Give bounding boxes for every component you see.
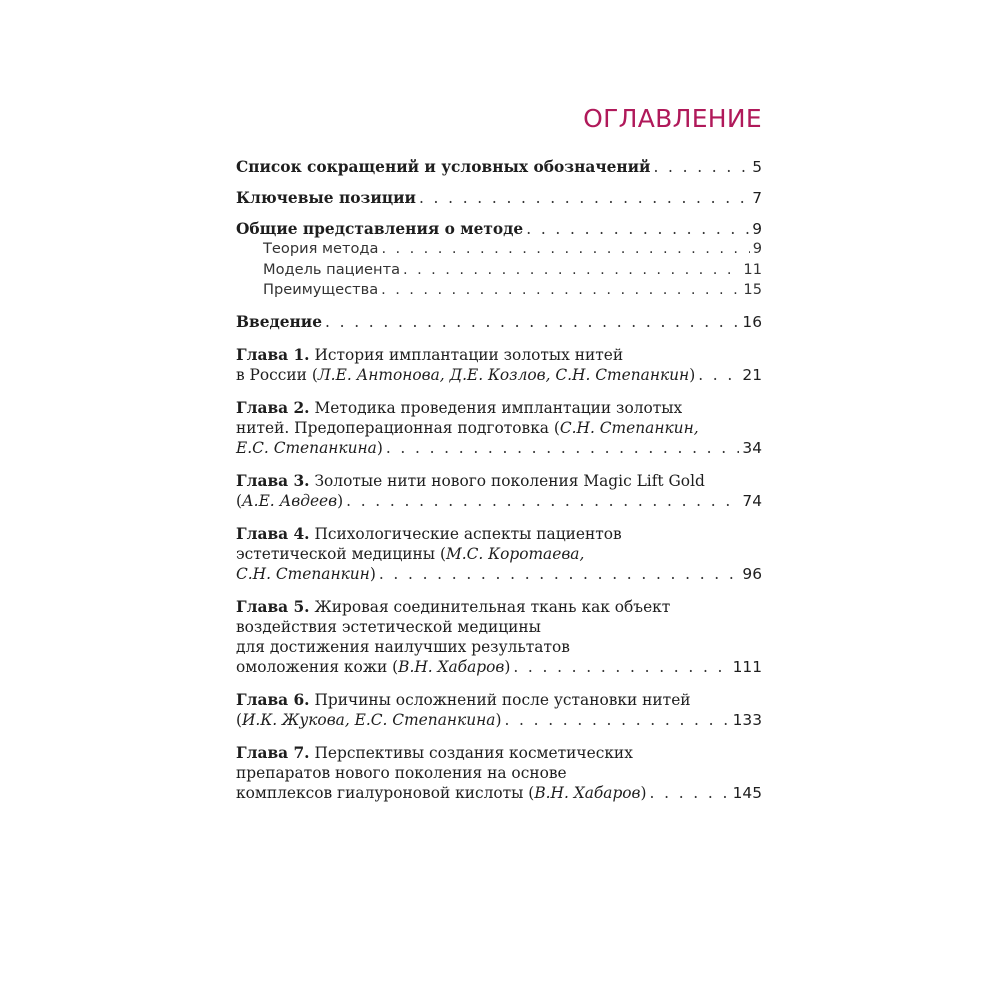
page-number: 145: [732, 783, 762, 802]
chapter-title: препаратов нового поколения на основе: [236, 763, 567, 782]
chapter-title: воздействия эстетической медицины: [236, 617, 541, 636]
chapter-authors: В.Н. Хабаров: [534, 783, 641, 802]
chapter-close-paren: ): [376, 438, 383, 457]
chapter-authors: Л.Е. Антонова, Д.Е. Козлов, С.Н. Степанкин: [317, 365, 690, 384]
chapter-title: История имплантации золотых нитей: [309, 345, 624, 364]
chapter-close-paren: ): [504, 657, 511, 676]
toc-subentry: [236, 280, 762, 301]
toc-subentry: [236, 260, 762, 281]
page-number: 16: [742, 312, 762, 331]
chapter-title: в России (: [236, 365, 318, 384]
toc-subentry-label: Теория метода: [263, 240, 379, 257]
page-number: 74: [742, 491, 762, 510]
toc-subentry-label: Преимущества: [263, 281, 379, 298]
dot-leader: [513, 657, 729, 677]
chapter-prefix: Глава 4.: [236, 524, 310, 543]
chapter-authors: Е.С. Степанкина: [236, 438, 377, 457]
chapter-authors: С.Н. Степанкин: [236, 564, 370, 583]
table-of-contents: [236, 104, 762, 803]
dot-leader: [325, 312, 739, 332]
page-number: 96: [742, 564, 762, 583]
chapter-title: нитей. Предоперационная подготовка (: [236, 418, 560, 437]
chapter-title: Причины осложнений после установки нитей: [309, 690, 691, 709]
chapter-prefix: Глава 3.: [236, 471, 310, 490]
dot-leader: [650, 783, 730, 803]
toc-chapter-6: [236, 690, 762, 730]
chapter-title: Жировая соединительная ткань как объект: [309, 597, 671, 616]
chapter-close-paren: ): [640, 783, 647, 802]
chapter-title: (: [236, 710, 243, 729]
toc-chapter-1: [236, 345, 762, 385]
chapter-authors: С.Н. Степанкин,: [559, 418, 699, 437]
page-number: 133: [732, 710, 762, 729]
toc-entry-label: Ключевые позиции: [236, 189, 416, 207]
toc-chapter-5: [236, 597, 762, 677]
toc-chapter-7: [236, 743, 762, 803]
chapter-close-paren: ): [369, 564, 376, 583]
toc-entry-label: Введение: [236, 312, 323, 331]
chapter-title: Золотые нити нового поколения Magic Lift Gold: [309, 471, 705, 490]
toc-entry-label: Общие представления о методе: [236, 220, 524, 238]
chapter-close-paren: ): [689, 365, 696, 384]
page-number: 11: [743, 260, 762, 278]
dot-leader: [403, 260, 740, 281]
page-number: 9: [752, 220, 762, 238]
chapter-title: омоложения кожи (: [236, 657, 399, 676]
page-number: 34: [742, 438, 762, 457]
dot-leader: [346, 491, 739, 511]
chapter-close-paren: ): [495, 710, 502, 729]
chapter-authors: В.Н. Хабаров: [398, 657, 505, 676]
page-title: ОГЛАВЛЕНИЕ: [583, 104, 762, 133]
toc-entry-key-positions: [236, 188, 762, 208]
dot-leader: [379, 564, 740, 584]
chapter-prefix: Глава 2.: [236, 398, 310, 417]
dot-leader: [381, 280, 740, 301]
chapter-title: (: [236, 491, 243, 510]
dot-leader: [526, 219, 749, 239]
toc-entry-label: Список сокращений и условных обозначений: [236, 158, 651, 176]
toc-entry-abbreviations: [236, 157, 762, 177]
page-number: 7: [752, 189, 762, 207]
toc-chapter-4: [236, 524, 762, 584]
dot-leader: [419, 188, 749, 208]
chapter-title: эстетической медицины (: [236, 544, 446, 563]
chapter-prefix: Глава 6.: [236, 690, 310, 709]
toc-chapter-3: [236, 471, 762, 511]
page-number: 9: [752, 240, 762, 257]
chapter-title: Перспективы создания косметических: [309, 743, 633, 762]
page-number: 111: [732, 657, 762, 676]
chapter-prefix: Глава 5.: [236, 597, 310, 616]
chapter-prefix: Глава 7.: [236, 743, 310, 762]
page-number: 15: [743, 281, 762, 298]
toc-subentry-label: Модель пациента: [263, 260, 401, 278]
toc-entry-introduction: [236, 312, 762, 332]
dot-leader: [698, 365, 739, 385]
toc-entry-general-concepts: [236, 219, 762, 301]
chapter-title: для достижения наилучших результатов: [236, 637, 570, 656]
chapter-close-paren: ): [337, 491, 344, 510]
dot-leader: [381, 239, 749, 260]
page-number: 5: [752, 158, 762, 176]
toc-subentry: [236, 239, 762, 260]
toc-chapter-2: [236, 398, 762, 458]
dot-leader: [386, 438, 740, 458]
dot-leader: [653, 157, 749, 177]
chapter-title: Методика проведения имплантации золотых: [309, 398, 683, 417]
chapter-authors: А.Е. Авдеев: [242, 491, 338, 510]
page-number: 21: [742, 365, 762, 384]
chapter-title: комплексов гиалуроновой кислоты (: [236, 783, 535, 802]
chapter-authors: И.К. Жукова, Е.С. Степанкина: [242, 710, 496, 729]
dot-leader: [504, 710, 729, 730]
chapter-title: Психологические аспекты пациентов: [309, 524, 622, 543]
chapter-authors: М.С. Коротаева,: [445, 544, 585, 563]
chapter-prefix: Глава 1.: [236, 345, 310, 364]
